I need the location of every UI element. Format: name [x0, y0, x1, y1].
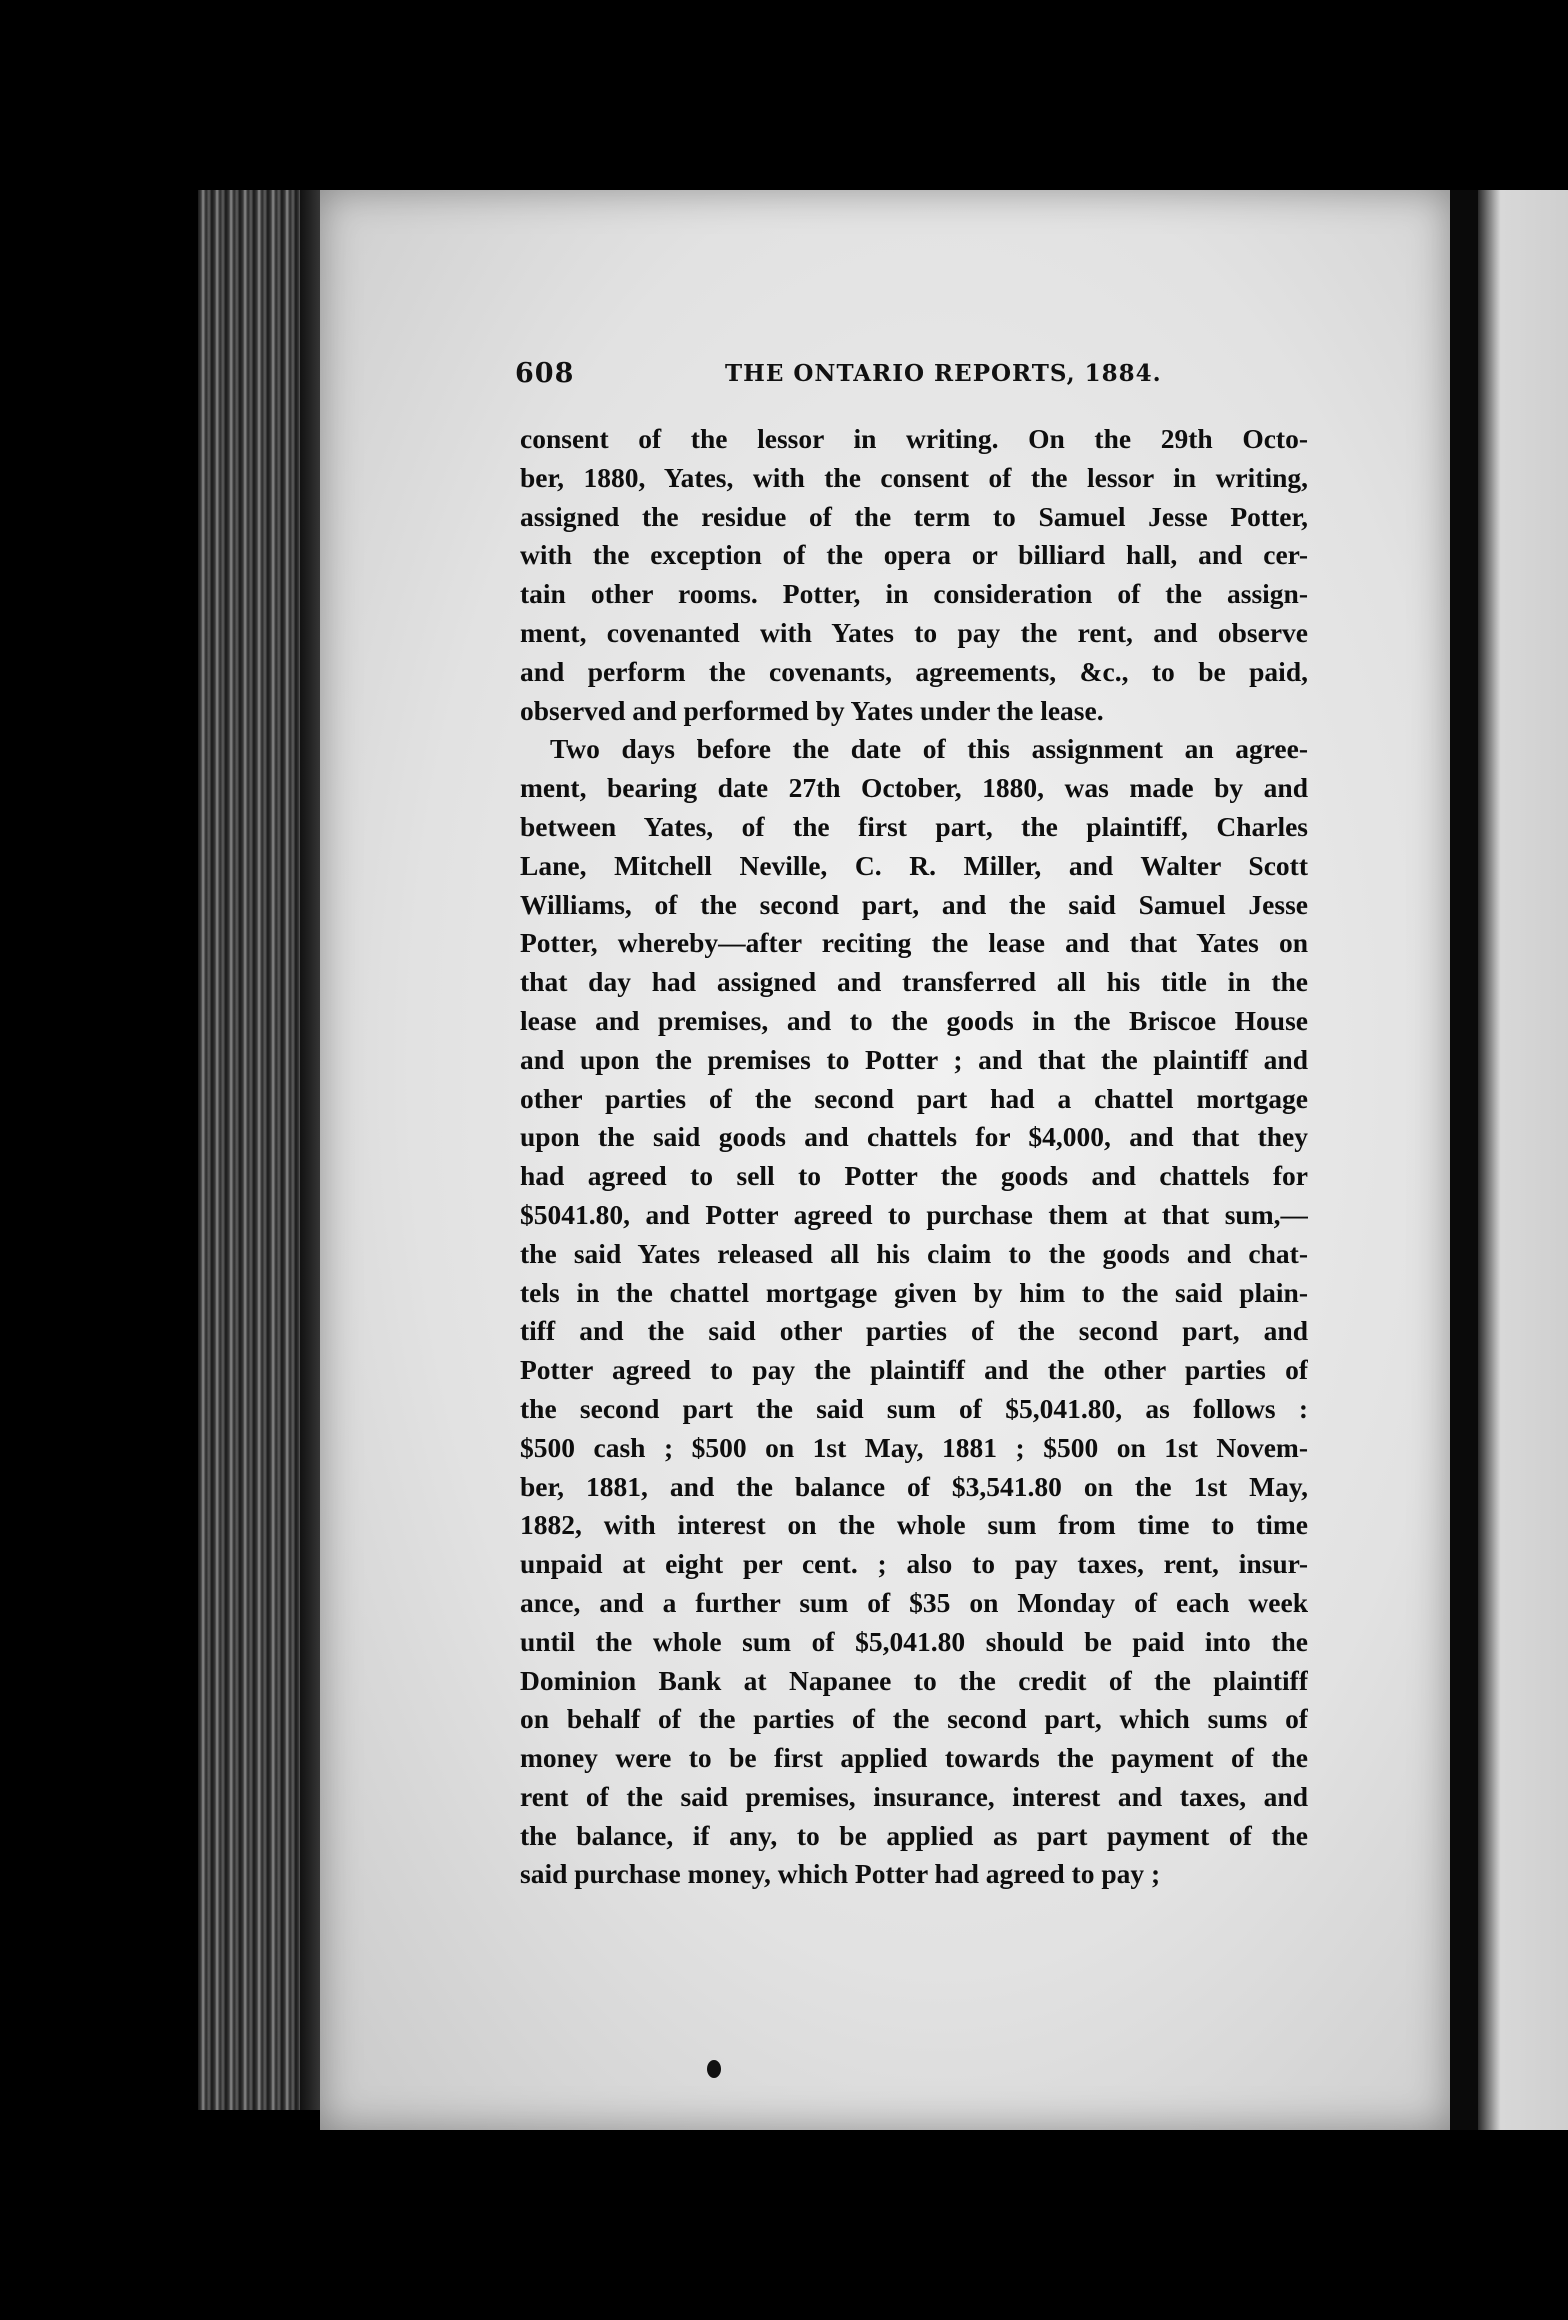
text-line: $5041.80, and Potter agreed to purchase them at that sum,—: [520, 1198, 1308, 1230]
text-line: observed and performed by Yates under the lease.: [520, 694, 1104, 726]
text-line: the second part the said sum of $5,041.80, as follows :: [520, 1392, 1308, 1424]
text-line: assigned the residue of the term to Samuel Jesse Potter,: [520, 500, 1308, 532]
text-line: 1882, with interest on the whole sum from time to time: [520, 1509, 1308, 1541]
text-line: Potter, whereby—after reciting the lease and that Yates on: [520, 927, 1308, 959]
text-line: $500 cash ; $500 on 1st May, 1881 ; $500 on 1st Novem-: [520, 1431, 1308, 1463]
paragraph: [520, 420, 1308, 730]
text-line: between Yates, of the first part, the plaintiff, Charles: [520, 810, 1308, 842]
text-line: unpaid at eight per cent. ; also to pay taxes, rent, insur-: [520, 1548, 1308, 1580]
text-line: lease and premises, and to the goods in the Briscoe House: [520, 1004, 1308, 1036]
ink-blot: [707, 2060, 721, 2078]
text-line: Dominion Bank at Napanee to the credit of the plaintiff: [520, 1664, 1308, 1696]
adjacent-page-edge: [1478, 190, 1568, 2130]
text-line: upon the said goods and chattels for $4,000, and that they: [520, 1121, 1308, 1153]
text-line: had agreed to sell to Potter the goods and chattels for: [520, 1160, 1308, 1192]
text-line: rent of the said premises, insurance, interest and taxes, and: [520, 1780, 1308, 1812]
text-line: money were to be first applied towards the payment of the: [520, 1742, 1308, 1774]
text-line: Potter agreed to pay the plaintiff and the other parties of: [520, 1354, 1308, 1386]
text-line: ment, bearing date 27th October, 1880, was made by and: [520, 772, 1308, 804]
text-line: tels in the chattel mortgage given by him to the said plain-: [520, 1276, 1308, 1308]
running-head: THE ONTARIO REPORTS, 1884.: [725, 360, 1162, 387]
text-line: ment, covenanted with Yates to pay the rent, and observe: [520, 616, 1308, 648]
text-line: and upon the premises to Potter ; and that the plaintiff and: [520, 1043, 1308, 1075]
text-line: other parties of the second part had a chattel mortgage: [520, 1082, 1308, 1114]
page-number: 608: [515, 358, 575, 389]
text-line: ber, 1880, Yates, with the consent of the lessor in writing,: [520, 461, 1308, 493]
text-line: Lane, Mitchell Neville, C. R. Miller, and Walter Scott: [520, 849, 1308, 881]
text-line: with the exception of the opera or billiard hall, and cer-: [520, 539, 1308, 571]
text-line: that day had assigned and transferred all his title in the: [520, 966, 1308, 998]
text-line: Williams, of the second part, and the said Samuel Jesse: [520, 888, 1308, 920]
text-line: on behalf of the parties of the second part, which sums of: [520, 1703, 1308, 1735]
page-gutter: [1448, 190, 1478, 2130]
text-line: tiff and the said other parties of the second part, and: [520, 1315, 1308, 1347]
text-line: said purchase money, which Potter had agreed to pay ;: [520, 1858, 1161, 1890]
text-line: consent of the lessor in writing. On the 29th Octo-: [520, 423, 1308, 454]
text-line: ance, and a further sum of $35 on Monday of each week: [520, 1586, 1308, 1618]
text-line: until the whole sum of $5,041.80 should be paid into the: [520, 1625, 1308, 1657]
text-line: ber, 1881, and the balance of $3,541.80 on the 1st May,: [520, 1470, 1308, 1502]
text-line: tain other rooms. Potter, in consideration of the assign-: [520, 578, 1308, 610]
text-line: Two days before the date of this assignment an agree-: [550, 733, 1308, 765]
text-line: the balance, if any, to be applied as part payment of the: [520, 1819, 1308, 1851]
text-line: the said Yates released all his claim to the goods and chat-: [520, 1237, 1308, 1269]
page-header: [515, 358, 1162, 398]
body-text: [520, 420, 1308, 1894]
paragraph: [520, 730, 1308, 1894]
text-line: and perform the covenants, agreements, &c., to be paid,: [520, 655, 1308, 687]
